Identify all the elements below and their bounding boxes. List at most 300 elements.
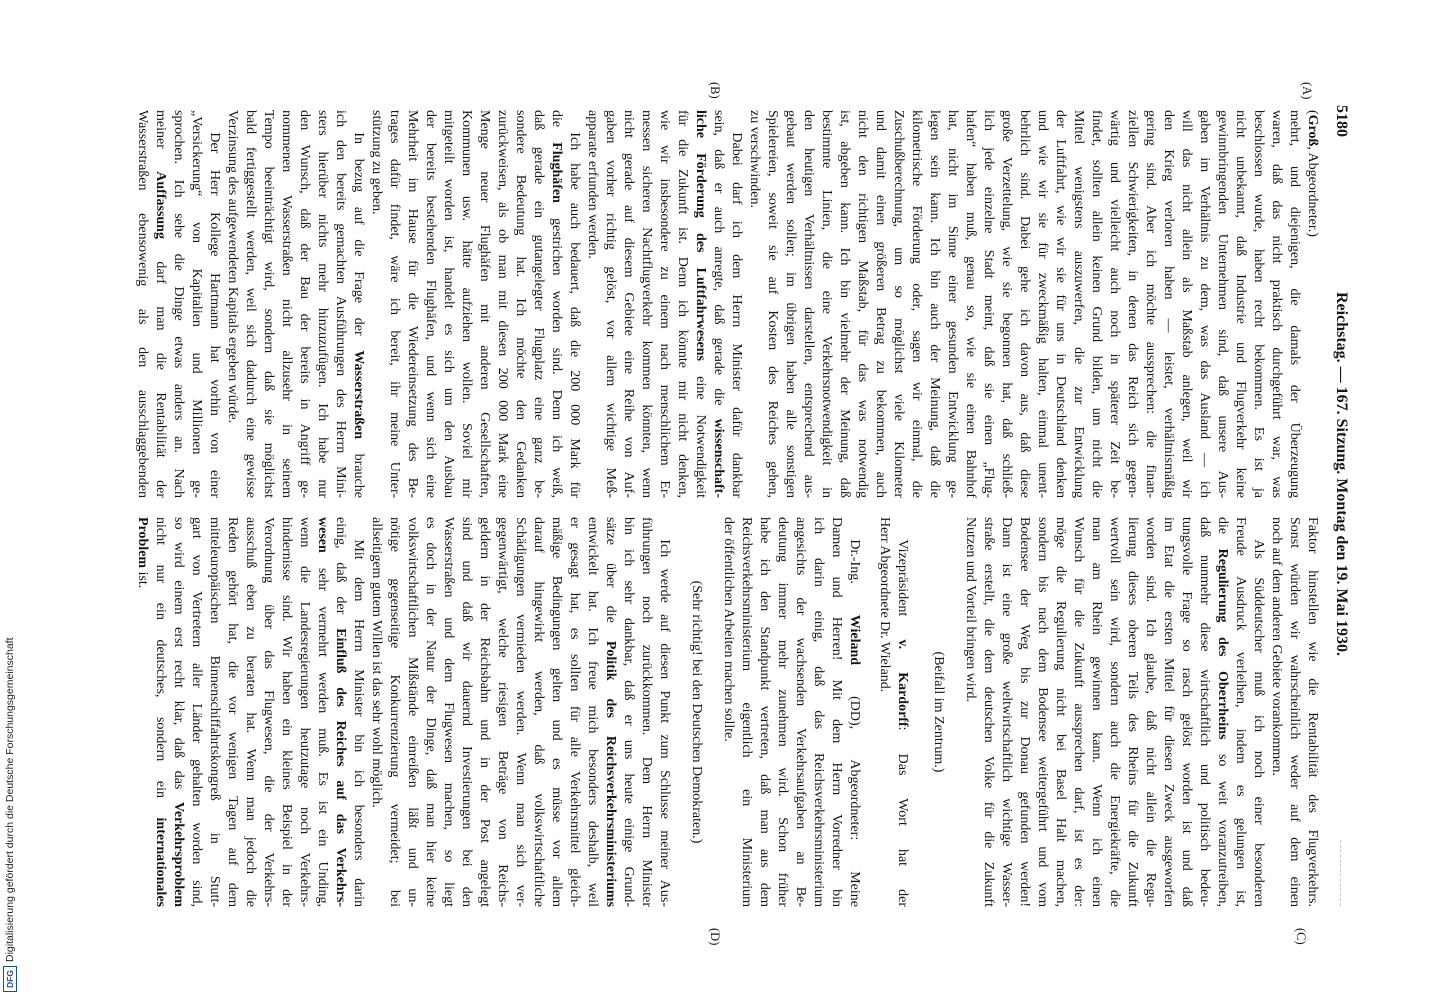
text-segment: Mehrheit im Hause für die Wiedereinsetzung des Be-	[405, 110, 420, 498]
text-segment: bin ich sehr dankbar, daß er uns heute einige Grund-	[621, 517, 636, 907]
text-segment: nicht gerade auf diesem Gebiete eine Reihe von Auf-	[621, 110, 636, 498]
text-line	[907, 110, 925, 498]
text-segment: beschlossen wurde, haben recht bekommen. Es ist ja	[1251, 110, 1266, 498]
text-line	[169, 517, 187, 907]
text-segment: Verordnung über das Flugwesen, die der Verkehrs-	[261, 517, 276, 907]
text-line	[1267, 110, 1285, 498]
text-segment: Herr Abgeordnete Dr. Wieland.	[877, 517, 892, 693]
left-column	[133, 110, 1321, 498]
text-line	[151, 110, 169, 498]
text-segment: (DD), Abgeordneter: Meine	[847, 665, 862, 907]
margin-marker-b: (B)	[708, 82, 722, 99]
text-line	[979, 517, 997, 907]
text-line	[827, 517, 845, 907]
emphasized-text: Auffassung	[153, 171, 168, 239]
text-line	[493, 110, 511, 498]
text-line	[313, 110, 331, 498]
text-line	[403, 110, 421, 498]
text-line	[1231, 110, 1249, 498]
emphasized-text: Problem	[135, 517, 150, 569]
text-line	[1285, 517, 1303, 907]
text-segment: Verzinsung des aufgewendeten Kapitals ergeben würde.	[225, 110, 240, 424]
text-segment: Faktor hinstellen wie die Rentabilität des Flugverkehrs.	[1305, 517, 1320, 907]
text-line	[421, 110, 439, 498]
text-segment: mehrt, und diejenigen, die damals der Überzeugung	[1287, 110, 1302, 498]
text-line	[133, 517, 151, 907]
text-line	[781, 110, 799, 498]
interjection	[673, 517, 719, 907]
text-line	[1069, 110, 1087, 498]
text-line	[583, 110, 601, 498]
paragraph	[719, 517, 875, 907]
text-line	[1177, 517, 1195, 907]
text-line	[637, 110, 655, 498]
text-line	[997, 110, 1015, 498]
text-segment: ist.	[135, 568, 150, 589]
margin-marker-a: (A)	[1300, 82, 1314, 100]
text-segment: (Beifall im Zentrum.)	[931, 651, 946, 773]
text-line	[457, 517, 475, 907]
text-segment: gegenwärtigt, welche riesigen Beträge von Reichs-	[495, 517, 510, 907]
emphasized-text: Regulierung des Oberrheins	[1215, 548, 1230, 740]
text-segment: Wunsch für die Zukunft aussprechen darf, ist es der:	[1071, 517, 1086, 907]
running-header: Reichstag. — 167. Sitzung. Montag den 19. Mai 1930.	[1333, 292, 1350, 656]
text-segment: Nutzen und Vorteil bringen wird.	[963, 517, 978, 702]
text-line	[845, 517, 863, 907]
text-segment: nötige gegenseitige Konkurrenzierung vermeidet; bei	[387, 517, 402, 907]
text-line	[187, 517, 205, 907]
text-segment: noch auf dem anderen Gebiete vorankommen.	[1269, 517, 1284, 776]
paragraph	[367, 517, 673, 907]
interjection	[915, 517, 961, 907]
text-line	[763, 110, 781, 498]
text-segment: Ich habe auch bedauert, daß die 200 000 Mark für	[567, 132, 582, 498]
margin-marker-c: (C)	[1294, 928, 1308, 945]
text-line	[1249, 517, 1267, 907]
paragraph	[1267, 517, 1321, 907]
text-line	[511, 110, 529, 498]
text-line	[547, 110, 565, 498]
text-line	[241, 517, 259, 907]
text-segment: (Sehr richtig! bei den Deutschen Demokraten.)	[689, 580, 704, 844]
text-segment: , Abgeordneter.)	[1305, 146, 1320, 237]
text-line	[1033, 517, 1051, 907]
text-segment: Vizepräsident	[895, 539, 910, 640]
text-segment: Spielereien, soweit sie auf Kosten des Reiches gehen,	[765, 110, 780, 498]
text-line	[1249, 110, 1267, 498]
text-line	[223, 110, 241, 498]
text-segment: mäßige Bedingungen gelten und es müsse vor allem	[549, 517, 564, 907]
text-segment: so weit voranzutreiben,	[1215, 739, 1230, 907]
text-segment: waren, daß das nicht praktisch durchgeführt war, was	[1269, 110, 1284, 498]
text-line	[385, 517, 403, 907]
text-line	[565, 517, 583, 907]
text-line	[619, 517, 637, 907]
text-segment: sters hierüber nichts mehr hinzuzufügen. Ich habe nur	[315, 110, 330, 498]
text-segment: Dabei darf ich dem Herrn Minister dafür dankbar	[729, 132, 744, 498]
text-line	[151, 517, 169, 907]
text-line	[1195, 110, 1213, 498]
emphasized-text: wissenschaft-	[711, 418, 726, 498]
text-segment: Menge neuer Flughäfen mit anderen Gesellschaften,	[477, 110, 492, 498]
text-segment: volkswirtschaftlichen Mißstände einreißen läßt und un-	[405, 517, 420, 907]
text-segment: ich darin einig, daß das Reichsverkehrsministerium	[811, 517, 826, 907]
dfg-logo-text: DFG	[5, 970, 15, 988]
text-segment: Bodensee der Weg bis zur Donau gefunden werden!	[1017, 517, 1032, 907]
text-line	[259, 110, 277, 498]
text-line	[1123, 110, 1141, 498]
text-line	[961, 110, 979, 498]
text-line	[529, 110, 547, 498]
text-line	[439, 110, 457, 498]
text-line	[853, 110, 871, 498]
text-segment: „Versickerung“ von Kapitalien und Millionen ge-	[189, 110, 204, 498]
text-segment: mitgeteilt worden ist, handelt es sich um den Ausbau	[441, 110, 456, 498]
text-line	[457, 110, 475, 498]
text-segment: Der Herr Kollege Hartmann hat vorhin von einer	[207, 132, 222, 498]
text-segment: möge die Regulierung nicht bei Basel Halt machen,	[1053, 517, 1068, 907]
text-line	[1231, 517, 1249, 907]
text-segment: der öffentlichen Arbeiten machen sollte.	[721, 517, 736, 742]
text-segment: so wird einem erst recht klar, daß das	[171, 517, 186, 802]
text-segment: legen sein kann. Ich bin auch der Meinung, daß die	[927, 110, 942, 498]
text-line	[745, 110, 763, 498]
text-segment: kilometrische Förderung oder, sagen wir einmal, die	[909, 110, 924, 498]
text-line	[277, 517, 295, 907]
text-line	[799, 110, 817, 498]
text-line	[349, 110, 367, 498]
emphasized-text: Groß	[1305, 114, 1320, 147]
text-line	[277, 110, 295, 498]
text-line	[1033, 110, 1051, 498]
text-line	[619, 110, 637, 498]
text-segment: gaben vorher richtig gelöst, vor allem wichtige Meß-	[603, 110, 618, 498]
text-segment: entwickelt hat. Ich freue mich besonders deshalb, weil	[585, 517, 600, 907]
text-segment: worden sind. Ich glaube, daß nicht allein die Regu-	[1143, 517, 1158, 907]
text-line	[565, 110, 583, 498]
text-line	[1213, 110, 1231, 498]
dfg-logo	[3, 966, 17, 992]
text-segment: sprochen. Ich sehe die Dinge etwas anders an. Nach	[171, 110, 186, 498]
text-line	[1267, 517, 1285, 907]
text-segment: Wasserstraßen ebensowenig als den ausschlaggebenden	[135, 110, 150, 498]
text-segment: Damen und Herren! Mit dem Herrn Vorredner bin	[829, 517, 844, 907]
text-line	[475, 110, 493, 498]
text-segment: nicht nur ein deutsches, sondern ein	[153, 517, 168, 818]
text-segment: bestimmte Linien, die eine Verkehrsnotwendigkeit in	[819, 110, 834, 498]
paragraph	[133, 110, 223, 498]
paragraph	[583, 110, 745, 498]
text-segment: brauche	[351, 439, 366, 498]
text-line	[295, 110, 313, 498]
text-segment: gestrichen worden sind. Denn ich weiß,	[549, 202, 564, 498]
text-line	[791, 517, 809, 907]
text-line	[1303, 517, 1321, 907]
right-column	[133, 517, 1321, 907]
text-segment: messen sicheren Nachtflugverkehr kommen könnten, wenn	[639, 110, 654, 498]
text-line	[241, 110, 259, 498]
text-line	[529, 517, 547, 907]
text-line	[1213, 517, 1231, 907]
text-segment: den Wunsch, daß der Bau der bereits in Angriff ge-	[297, 110, 312, 498]
text-segment: Mit dem Herrn Minister bin ich besonders darin	[351, 539, 366, 907]
text-segment: gering sind. Aber ich möchte aussprechen: die finan-	[1143, 110, 1158, 498]
emphasized-text: Einfluß des Reiches auf das Verkehrs-	[333, 628, 348, 907]
text-line	[1015, 110, 1033, 498]
text-line	[511, 517, 529, 907]
text-line	[925, 110, 943, 498]
text-line	[875, 517, 893, 907]
text-segment: es doch in der Natur der Dinge, daß man hier keine	[423, 517, 438, 907]
text-segment: den heutigen Verhältnissen darstellen, entsprechend aus-	[801, 110, 816, 498]
paragraph	[367, 110, 583, 498]
text-line	[943, 110, 961, 498]
emphasized-text: Verkehrsproblem	[171, 802, 186, 907]
text-line	[133, 110, 151, 498]
emphasized-text: internationales	[153, 817, 168, 907]
text-line	[205, 110, 223, 498]
text-segment: nommenen Wasserstraßen nicht allzusehr in seinem	[279, 110, 294, 498]
emphasized-text: Politik des Reichsverkehrsministeriums	[603, 640, 618, 907]
text-line	[961, 517, 979, 907]
text-line	[1105, 517, 1123, 907]
text-segment: im Etat die ersten Mittel für diesen Zweck ausgeworfen	[1161, 517, 1176, 907]
text-segment: hafen“ haben muß, genau so, wie sie einen Bahnhof	[963, 110, 978, 498]
text-segment: ausschuß eben zu beraten hat. Wenn man jedoch die	[243, 517, 258, 907]
paragraph	[745, 110, 1303, 498]
margin-marker-d: (D)	[708, 928, 722, 946]
text-line	[1087, 517, 1105, 907]
emphasized-text: v. Kardorff	[895, 639, 910, 727]
text-segment: den Krieg verloren haben — leistet, verhältnismäßig	[1161, 110, 1176, 498]
text-segment: sind und daß wir dauernd Investierungen bei den	[459, 517, 474, 907]
text-segment: lich jede einzelne Stadt meint, daß sie einen „Flug-	[981, 110, 996, 498]
text-segment: und wie wir sie für zweckmäßig halten, einmal unent-	[1035, 110, 1050, 498]
text-line	[719, 517, 737, 907]
text-line	[727, 110, 745, 498]
text-segment: wenn die Landesregierungen heutzutage noch Verkehrs-	[297, 517, 312, 907]
text-line	[439, 517, 457, 907]
text-line	[205, 517, 223, 907]
text-line	[475, 517, 493, 907]
text-segment: trages dafür findet, wäre ich bereit, ihr meine Unter-	[387, 110, 402, 498]
text-line	[1069, 517, 1087, 907]
text-line	[583, 517, 601, 907]
text-segment: Freude Ausdruck verleihen, indem es gelungen ist,	[1233, 517, 1248, 907]
text-line	[601, 517, 619, 907]
text-line	[295, 517, 313, 907]
text-segment: zurückweisen, als ob man mit diesen 200 000 Mark eine	[495, 110, 510, 498]
scanned-page	[105, 80, 1355, 950]
text-line	[1285, 110, 1303, 498]
text-line	[997, 517, 1015, 907]
text-line	[1159, 517, 1177, 907]
text-line	[223, 517, 241, 907]
text-segment: die	[549, 110, 564, 143]
paragraph	[961, 517, 1267, 907]
text-segment: sätze über die	[603, 517, 618, 641]
text-segment: will das nicht allein als Maßstab anlegen, weil wir	[1179, 110, 1194, 498]
text-segment: stützung zu geben.	[369, 110, 384, 215]
text-line	[929, 517, 947, 907]
text-segment: Reden gehört hat, die vor wenigen Tagen auf dem	[225, 517, 240, 907]
text-line	[809, 517, 827, 907]
text-segment: Wasserstraßen und dem Flugwesen machen, so liegt	[441, 517, 456, 907]
text-segment: ist, abgeben kann. Ich bin vielmehr der Meinung, daß	[837, 110, 852, 498]
text-segment: apparate erfunden werden.	[585, 110, 600, 259]
text-line	[367, 517, 385, 907]
text-segment: straße erstellt, die dem deutschen Volke für die Zukunft	[981, 517, 996, 907]
digitization-credit: Digitalisierung gefördert durch die Deutsche Forschungsgemeinschaft	[4, 637, 16, 962]
text-line	[1015, 517, 1033, 907]
text-line	[655, 110, 673, 498]
text-line	[737, 517, 755, 907]
header-rule	[1340, 840, 1341, 906]
text-segment: gaben im Verhältnis zu dem, was das Ausland — ich	[1197, 110, 1212, 498]
text-line	[655, 517, 673, 907]
text-line	[1177, 110, 1195, 498]
text-line	[169, 110, 187, 498]
text-segment: nicht den richtigen Maßstab, für das was notwendig	[855, 110, 870, 498]
text-segment: allseitigem gutem Willen ist das sehr wohl möglich.	[369, 517, 384, 808]
text-line	[1195, 517, 1213, 907]
text-segment: habe ich den Standpunkt vertreten, daß man aus dem	[757, 517, 772, 907]
text-segment: gart von Vertretern aller Länder gehalten worden sind,	[189, 517, 204, 907]
text-segment: sondern bis nach dem Bodensee weitergeführt und vom	[1035, 517, 1050, 907]
page-number: 5180	[1333, 105, 1350, 137]
text-segment: daß nunmehr diese wirtschaftlich und politisch bedeu-	[1197, 517, 1212, 907]
emphasized-text: Flughäfen	[549, 142, 564, 203]
text-segment: hat, nicht im Sinne einer gesunden Entwicklung ge-	[945, 110, 960, 498]
text-segment: deutung immer mehr zunehmen wird. Schon früher	[775, 517, 790, 907]
text-segment: Ich werde auf diesen Punkt zum Schlusse meiner Aus-	[657, 539, 672, 907]
text-line	[403, 517, 421, 907]
emphasized-text: Wasserstraßen	[351, 350, 366, 439]
text-segment: ich den bereits gemachten Ausführungen des Herrn Mini-	[333, 110, 348, 498]
text-line	[1051, 110, 1069, 498]
text-segment: : Das Wort hat der	[895, 726, 910, 907]
text-segment: darf man die Rentabilität der	[153, 238, 168, 498]
text-segment: große Verzettelung, wie sie begonnen hat, daß schließ-	[999, 110, 1014, 498]
text-segment: Sonst würden wir wahrscheinlich weder auf dem einen	[1287, 517, 1302, 907]
text-segment: hindernisse sind. Wir haben ein kleines Beispiel in der	[279, 517, 294, 907]
text-segment: führungen noch zurückkommen. Dem Herrn Minister	[639, 517, 654, 907]
text-line	[331, 517, 349, 907]
text-segment: daß gerade ein gutangelegter Flugplatz eine ganz be-	[531, 110, 546, 498]
emphasized-text: Wieland	[847, 614, 862, 666]
text-line	[871, 110, 889, 498]
text-segment: Dann ist eine große weltwirtschaftlich wichtige Wasser-	[999, 517, 1014, 907]
text-line	[673, 110, 691, 498]
text-segment: ziellen Schwierigkeiten, in denen das Reich sich gegen-	[1125, 110, 1140, 498]
text-segment: angesichts der wachsenden Verkehrsaufgaben an Be-	[793, 517, 808, 907]
text-segment: sein, daß er auch anregte, daß gerade die	[711, 110, 726, 419]
text-segment: sehr vermehrt werden muß. Es ist ein Unding,	[315, 552, 330, 907]
text-segment: nicht unbekannt, daß Industrie und Flugverkehr keine	[1233, 110, 1248, 498]
text-line	[421, 517, 439, 907]
text-line	[889, 110, 907, 498]
text-segment: für die Zukunft ist. Denn ich könnte mir nicht denken,	[675, 110, 690, 498]
text-line	[691, 110, 709, 498]
text-line	[331, 110, 349, 498]
text-line	[1141, 517, 1159, 907]
text-line	[601, 110, 619, 498]
text-segment: findet, sollten allein keinen Grund bilden, um nicht die	[1089, 110, 1104, 498]
text-segment: der Luftfahrt, wie wir sie für uns in Deutschland denken	[1053, 110, 1068, 498]
text-segment: meiner	[153, 110, 168, 172]
text-segment: (	[1305, 110, 1320, 115]
text-line	[367, 110, 385, 498]
text-line	[259, 517, 277, 907]
text-segment: man am Rhein gewinnen kann. Wenn ich einen	[1089, 517, 1104, 907]
text-line	[637, 517, 655, 907]
text-line	[709, 110, 727, 498]
text-segment: eine Notwendigkeit	[693, 361, 708, 498]
text-segment: einig, daß der	[333, 517, 348, 629]
text-segment: der bereits bestehenden Flughäfen, und wenn sich eine	[423, 110, 438, 498]
text-line	[893, 517, 911, 907]
text-segment: Als Süddeutscher muß ich noch einer besonderen	[1251, 539, 1266, 907]
text-segment: wie wir insbesondere zu einem nach menschlichem Er-	[657, 110, 672, 498]
text-segment: darauf hingewirkt werden, daß volkswirtschaftliche	[531, 517, 546, 907]
text-line	[385, 110, 403, 498]
text-segment: bald fertiggestellt werden, weil sich dadurch eine gewisse	[243, 110, 258, 498]
text-line	[755, 517, 773, 907]
text-segment: er gesagt hat, es sollten für alle Verkehrsmittel gleich-	[567, 517, 582, 907]
text-line	[979, 110, 997, 498]
text-line	[1087, 110, 1105, 498]
text-line	[817, 110, 835, 498]
text-segment: Zuschußberechnung, um so möglichst viele Kilometer	[891, 110, 906, 498]
text-segment: sondere Bedeutung hat. Ich möchte den Gedanken	[513, 110, 528, 498]
text-segment: wärtig und vielleicht auch noch in späterer Zeit be-	[1107, 110, 1122, 498]
text-segment: geldern in der Reichsbahn und in der Post angelegt	[477, 517, 492, 907]
text-segment: In bezug auf die Frage der	[351, 132, 366, 351]
emphasized-text: liche Förderung des Luftfahrwesens	[693, 110, 708, 362]
text-segment: behrlich sind. Dabei gehe ich davon aus, daß diese	[1017, 110, 1032, 498]
text-line	[493, 517, 511, 907]
text-segment: wertvoll sein wird, sondern auch die Energiekräfte, die	[1107, 517, 1122, 907]
text-line	[1051, 517, 1069, 907]
text-segment: die	[1215, 517, 1230, 549]
text-line	[835, 110, 853, 498]
text-segment: Dr.-Ing.	[847, 539, 862, 615]
text-line	[1159, 110, 1177, 498]
text-line	[1123, 517, 1141, 907]
text-segment: Schädigungen vermieden werden. Wenn man sich ver-	[513, 517, 528, 907]
text-line	[187, 110, 205, 498]
text-line	[687, 517, 705, 907]
text-segment: zu verschwinden.	[747, 110, 762, 208]
text-segment: gewinnbringenden Unternehmen sind, daß unsere Aus-	[1215, 110, 1230, 498]
text-segment: Tempo beeinträchtigt wird, sondern daß sie möglichst	[261, 110, 276, 498]
text-line	[349, 517, 367, 907]
text-segment: lierung dieses oberen Teils des Rheins für die Zukunft	[1125, 517, 1140, 907]
text-segment: Mittel wenigstens auszuwerfen, die zur Entwicklung	[1071, 110, 1086, 498]
text-segment: mitteleuropäischen Binnenschiffahrtskongreß in Stutt-	[207, 517, 222, 907]
text-line	[313, 517, 331, 907]
text-line	[1141, 110, 1159, 498]
text-segment: gebaut werden sollen; im übrigen haben alle sonstigen	[783, 110, 798, 498]
text-line	[773, 517, 791, 907]
text-line	[1105, 110, 1123, 498]
text-segment: Reichsverkehrsministerium eigentlich ein Ministerium	[739, 517, 754, 907]
text-segment: und damit einen größeren Betrag zu bekommen, auch	[873, 110, 888, 498]
text-segment: tungsvolle Frage so rasch gelöst worden ist und daß	[1179, 517, 1194, 907]
text-line	[1303, 110, 1321, 498]
text-line	[547, 517, 565, 907]
paragraph	[875, 517, 915, 907]
